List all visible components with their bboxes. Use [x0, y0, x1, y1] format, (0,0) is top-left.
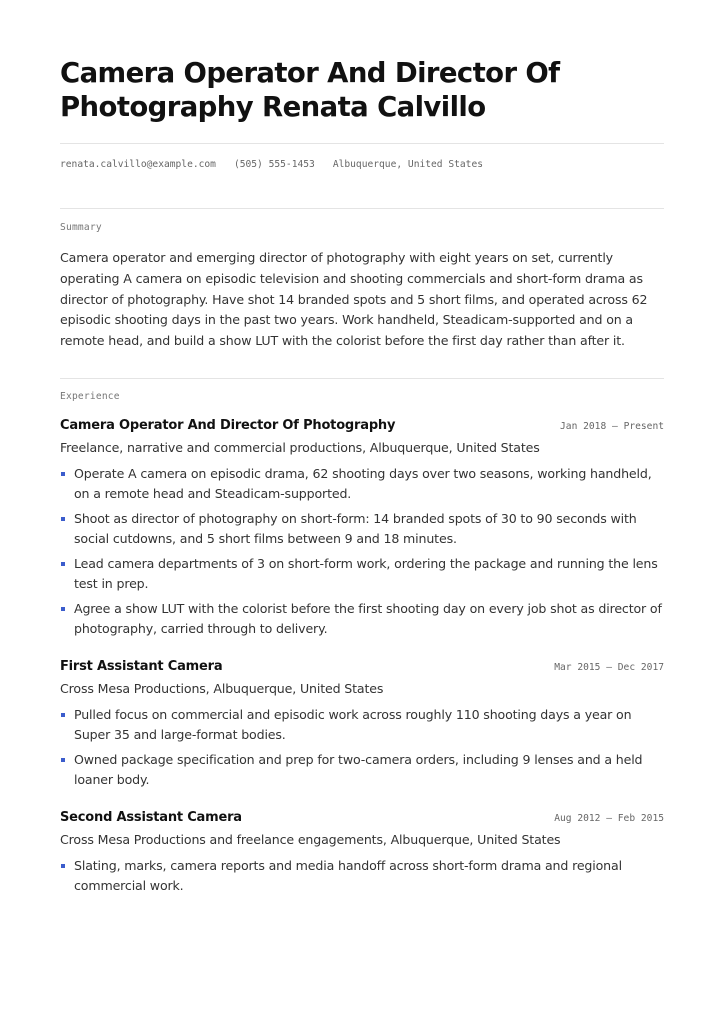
bullet-icon [61, 864, 65, 868]
job-dates: Aug 2012 — Feb 2015 [554, 813, 664, 824]
bullet-icon [61, 517, 65, 521]
summary-text: Camera operator and emerging director of photography with eight years on set, currently operating A camera on episodic television and shooting commercials and short-form drama as director of photography. Have shot 14 branded spots and 5 short films, and operated across 62 episodic shooting days in the past two years. Work handheld, Steadicam-supported and on a remote head, and build a show LUT with the colorist before the first day rather than after it. [60, 250, 648, 349]
job-title: Camera Operator And Director Of Photography [60, 418, 396, 433]
job-dates: Mar 2015 — Dec 2017 [554, 662, 664, 673]
bullet-icon [61, 607, 65, 611]
job-organization: Cross Mesa Productions, Albuquerque, United States [60, 681, 384, 696]
bullet-icon [61, 472, 65, 476]
bullet-icon [61, 713, 65, 717]
bullet-item [60, 856, 664, 896]
divider [60, 378, 664, 379]
job-title: Second Assistant Camera [60, 810, 242, 825]
divider [60, 143, 664, 144]
job-bullets [60, 464, 664, 639]
bullet-item [60, 750, 664, 790]
bullet-icon [61, 758, 65, 762]
bullet-item [60, 554, 664, 594]
bullet-item [60, 509, 664, 549]
bullet-item [60, 464, 664, 504]
contact-line [60, 159, 501, 170]
job-entry [60, 418, 664, 639]
bullet-icon [61, 562, 65, 566]
job-header [60, 810, 664, 830]
job-entry [60, 810, 664, 896]
experience-label: Experience [60, 391, 120, 402]
bullet-text: Agree a show LUT with the colorist before the first shooting day on every job shot as director of photography, carried through to delivery. [74, 601, 662, 636]
job-title: First Assistant Camera [60, 659, 223, 674]
location-text: Albuquerque, United States [332, 159, 484, 170]
job-header [60, 659, 664, 679]
bullet-item [60, 705, 664, 745]
bullet-text: Lead camera departments of 3 on short-form work, ordering the package and running the lens test in prep. [74, 556, 658, 591]
bullet-text: Pulled focus on commercial and episodic work across roughly 110 shooting days a year on Super 35 and large-format bodies. [74, 707, 632, 742]
bullet-item [60, 599, 664, 639]
job-bullets [60, 705, 664, 790]
job-entry [60, 659, 664, 790]
bullet-text: Slating, marks, camera reports and media handoff across short-form drama and regional commercial work. [74, 858, 622, 893]
job-dates: Jan 2018 — Present [560, 421, 664, 432]
job-header [60, 418, 664, 438]
divider [60, 208, 664, 209]
page-title: Camera Operator And Director Of Photography Renata Calvillo [60, 57, 560, 123]
email-text[interactable]: renata.calvillo@example.com [60, 159, 216, 170]
bullet-text: Operate A camera on episodic drama, 62 shooting days over two seasons, working handheld, on a remote head and Steadicam-supported. [74, 466, 652, 501]
phone-text[interactable]: (505) 555-1453 [233, 159, 315, 170]
job-organization: Freelance, narrative and commercial productions, Albuquerque, United States [60, 440, 540, 455]
bullet-text: Owned package specification and prep for two-camera orders, including 9 lenses and a held loaner body. [74, 752, 643, 787]
bullet-text: Shoot as director of photography on short-form: 14 branded spots of 30 to 90 seconds with social cutdowns, and 5 short films between 9 and 18 minutes. [74, 511, 637, 546]
job-organization: Cross Mesa Productions and freelance engagements, Albuquerque, United States [60, 832, 561, 847]
job-bullets [60, 856, 664, 896]
summary-label: Summary [60, 222, 102, 233]
